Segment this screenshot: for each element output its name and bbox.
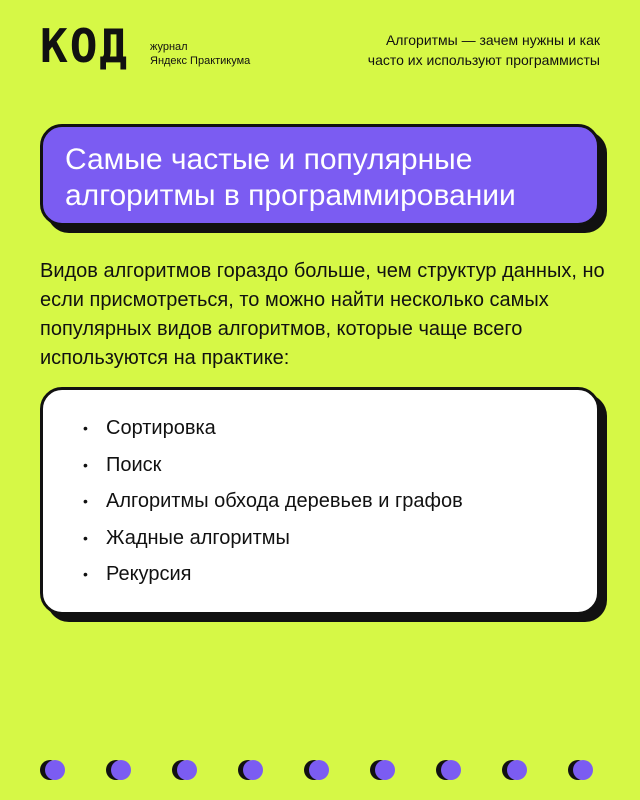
kod-logo[interactable]: КОД (40, 19, 130, 73)
list-item (83, 520, 463, 557)
dot-icon (502, 760, 534, 780)
article-topic (310, 30, 600, 70)
list-item-label: Поиск (106, 453, 162, 476)
dot-icon (304, 760, 336, 780)
list-item (83, 447, 463, 484)
dot-icon (436, 760, 468, 780)
bullet-icon: • (83, 566, 88, 582)
list-item-label: Рекурсия (106, 563, 192, 585)
bullet-icon: • (83, 456, 88, 473)
dot-icon (370, 760, 402, 780)
article-topic-line: часто их используют программисты (367, 52, 600, 68)
dot-icon (172, 760, 204, 780)
header (0, 0, 640, 100)
bullet-icon: • (83, 493, 88, 509)
title-card (40, 124, 600, 226)
dot-icon (568, 760, 600, 780)
slide-title-line: Самые частые и популярные (65, 143, 473, 176)
intro-paragraph: Видов алгоритмов гораздо больше, чем структур данных, но если присмотреться, то можно найти несколько самых популярных видов алгоритмов, которые чаще всего используются на практике: (40, 260, 605, 369)
algorithm-list (83, 410, 463, 593)
list-item (83, 556, 463, 593)
slide-title (65, 142, 587, 214)
logo-subtitle (150, 40, 250, 68)
slide-title-line: алгоритмы в программировании (65, 179, 516, 212)
dot-icon (238, 760, 270, 780)
list-item (83, 410, 463, 447)
decorative-dots (0, 760, 640, 790)
list-item-label: Жадные алгоритмы (106, 526, 290, 549)
bullet-icon: • (83, 529, 88, 546)
list-item-label: Алгоритмы обхода деревьев и графов (106, 490, 463, 512)
list-item (83, 483, 463, 520)
bullet-icon: • (83, 420, 88, 436)
algorithm-list-card (40, 387, 600, 615)
logo-subtitle-line: Яндекс Практикума (150, 55, 251, 67)
dot-icon (106, 760, 138, 780)
list-item-label: Сортировка (106, 417, 216, 439)
article-topic-line: Алгоритмы — зачем нужны и как (385, 32, 600, 48)
dot-icon (40, 760, 72, 780)
logo-subtitle-line: журнал (150, 41, 188, 53)
